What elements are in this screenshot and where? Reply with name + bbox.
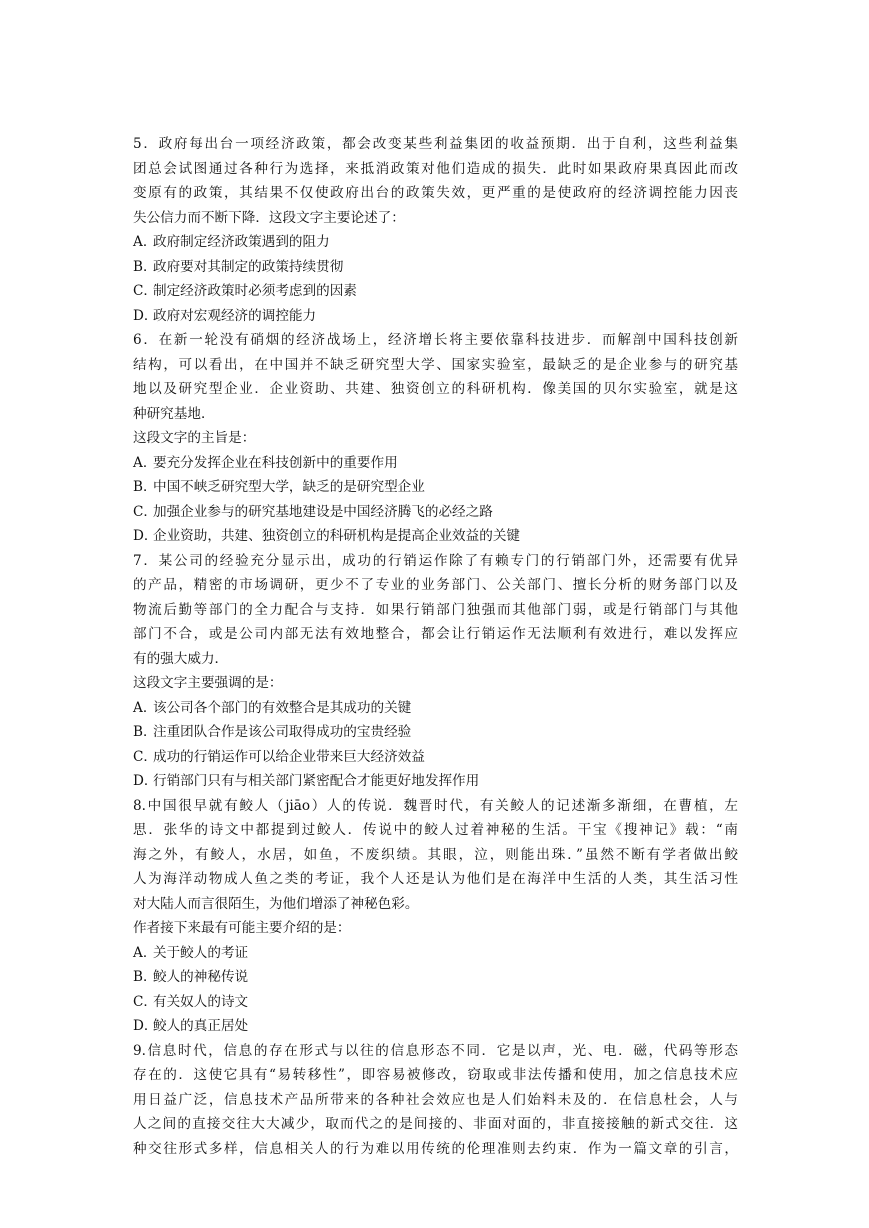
document-page (133, 132, 738, 1161)
option-text: 中国不峡乏研究型大学，缺乏的是研究型企业 (153, 479, 425, 495)
option-text: 政府制定经济政策遇到的阻力 (153, 234, 330, 250)
option-text: 成功的行销运作可以给企业带来巨大经济效益 (153, 748, 425, 765)
option-letter: B． (133, 258, 157, 275)
question-block (133, 549, 738, 794)
option-letter: D． (133, 307, 158, 324)
question-stem-line: 7．某公司的经验充分显示出，成功的行销运作除了有赖专门的行销部门外，还需要有优异 (133, 552, 738, 569)
question-stem-line: 部门不合，或是公司内部无法有效地整合，都会让行销运作无法顺利有效进行，难以发挥应 (133, 626, 738, 642)
option-letter: A． (133, 454, 157, 471)
option-text: 注重团队合作是该公司取得成功的宝贵经验 (153, 724, 412, 740)
option-letter: A． (133, 699, 157, 716)
option-letter: A． (133, 944, 157, 961)
answer-option (133, 230, 738, 255)
question-stem-line: 有的强大威力． (133, 650, 229, 667)
option-text: 制定经济政策时必须考虑到的因素 (153, 283, 357, 299)
question-stem-line: 9.信息时代，信息的存在形式与以往的信息形态不同．它是以声，光、电．磁，代码等形态 (133, 1042, 738, 1059)
answer-option (133, 745, 738, 770)
question-block (133, 132, 738, 328)
question-stem-line: 变原有的政策，其结果不仅使政府出台的政策失效，更严重的是使政府的经济调控能力因丧 (133, 185, 738, 201)
question-stem-line: 6．在新一轮没有硝烟的经济战场上，经济增长将主要依靠科技进步．而解剖中国科技创新 (133, 332, 738, 348)
question-stem-line: 存在的．这使它具有“易转移性”，即容易被修改，窃取或非法传播和使用，加之信息技术应 (133, 1067, 738, 1083)
option-letter: C． (133, 503, 157, 520)
question-stem-line: 物流后勤等部门的全力配合与支持．如果行销部门独强而其他部门弱，或是行销部门与其他 (133, 601, 738, 618)
option-letter: C． (133, 993, 157, 1010)
question-stem-line: 失公信力而不断下降．这段文字主要论述了： (133, 209, 405, 226)
answer-option (133, 524, 738, 549)
option-letter: B． (133, 479, 157, 495)
option-text: 关于鲛人的考证 (153, 944, 249, 961)
option-text: 有关奴人的诗文 (153, 993, 249, 1010)
option-text: 要充分发挥企业在科技创新中的重要作用 (153, 454, 398, 471)
question-prompt: 作者接下来最有可能主要介绍的是： (133, 920, 351, 936)
answer-option (133, 769, 738, 794)
option-text: 加强企业参与的研究基地建设是中国经济腾飞的必经之路 (153, 503, 493, 520)
question-stem-line: 地以及研究型企业．企业资助、共建、独资创立的科研机构．像美国的贝尔实验室，就是这 (133, 381, 738, 397)
question-prompt: 这段文字的主旨是： (133, 430, 256, 446)
question-stem-line: 人为海洋动物成人鱼之类的考证，我个人还是认为他们是在海洋中生活的人类，其生活习性 (133, 871, 738, 887)
question-block (133, 328, 738, 549)
option-text: 政府要对其制定的政策持续贯彻 (153, 258, 344, 275)
option-text: 行销部门只有与相关部门紧密配合才能更好地发挥作用 (153, 773, 480, 789)
option-text: 政府对宏观经济的调控能力 (153, 307, 317, 324)
question-block (133, 794, 738, 1039)
option-letter: C． (133, 283, 157, 299)
option-text: 该公司各个部门的有效整合是其成功的关键 (153, 699, 412, 716)
question-block (133, 1039, 738, 1162)
answer-option (133, 990, 738, 1015)
question-stem-line: 结构，可以看出，在中国并不缺乏研究型大学、国家实验室，最缺乏的是企业参与的研究基 (133, 356, 738, 373)
question-stem-line: 的产品，精密的市场调研，更少不了专业的业务部门、公关部门、擅长分析的财务部门以及 (133, 577, 738, 593)
question-stem-line: 种研究基地． (133, 405, 215, 422)
option-text: 鲛人的神秘传说 (153, 969, 249, 985)
answer-option (133, 304, 738, 329)
answer-option (133, 941, 738, 966)
option-letter: D． (133, 773, 158, 789)
option-letter: D． (133, 528, 158, 544)
answer-option (133, 279, 738, 304)
question-stem-line: 人之间的直接交往大大减少，取而代之的是间接的、非面对面的，非直接接触的新式交往．这 (133, 1116, 738, 1132)
question-stem-line: 种交往形式多样，信息相关人的行为难以用传统的伦理准则去约束．作为一篇文章的引言， (133, 1140, 738, 1157)
option-letter: B． (133, 969, 157, 985)
option-letter: A． (133, 234, 157, 250)
question-stem-line: 用日益广泛，信息技术产品所带来的各种社会效应也是人们始料未及的．在信息杜会，人与 (133, 1091, 738, 1108)
question-prompt: 这段文字主要强调的是： (133, 675, 283, 691)
option-letter: D． (133, 1018, 158, 1034)
option-letter: B． (133, 724, 157, 740)
answer-option (133, 475, 738, 500)
answer-option (133, 720, 738, 745)
question-stem-line: 8.中国很早就有鲛人（jiāo）人的传说．魏晋时代，有关鲛人的记述渐多渐细，在曹植，左 (133, 797, 738, 814)
answer-option (133, 965, 738, 990)
answer-option (133, 696, 738, 721)
option-text: 企业资助，共建、独资创立的科研机构是提高企业效益的关键 (153, 528, 521, 544)
question-stem-line: 团总会试图通过各种行为选择，来抵消政策对他们造成的损失．此时如果政府果真因此而改 (133, 160, 738, 177)
answer-option (133, 1014, 738, 1039)
answer-option (133, 451, 738, 476)
question-stem-line: 5．政府每出台一项经济政策，都会改变某些利益集团的收益预期．出于自利，这些利益集 (133, 136, 738, 152)
option-letter: C． (133, 748, 157, 765)
option-text: 鲛人的真正居处 (153, 1018, 249, 1034)
answer-option (133, 255, 738, 280)
answer-option (133, 500, 738, 525)
question-stem-line: 思．张华的诗文中都提到过鲛人．传说中的鲛人过着神秘的生活。干宝《搜神记》载：“南 (133, 822, 738, 838)
question-stem-line: 海之外，有鲛人，水居，如鱼，不废织绩。其眼，泣，则能出珠．”虽然不断有学者做出鲛 (133, 846, 738, 863)
question-stem-line: 对大陆人而言很陌生，为他们增添了神秘色彩。 (133, 895, 419, 912)
